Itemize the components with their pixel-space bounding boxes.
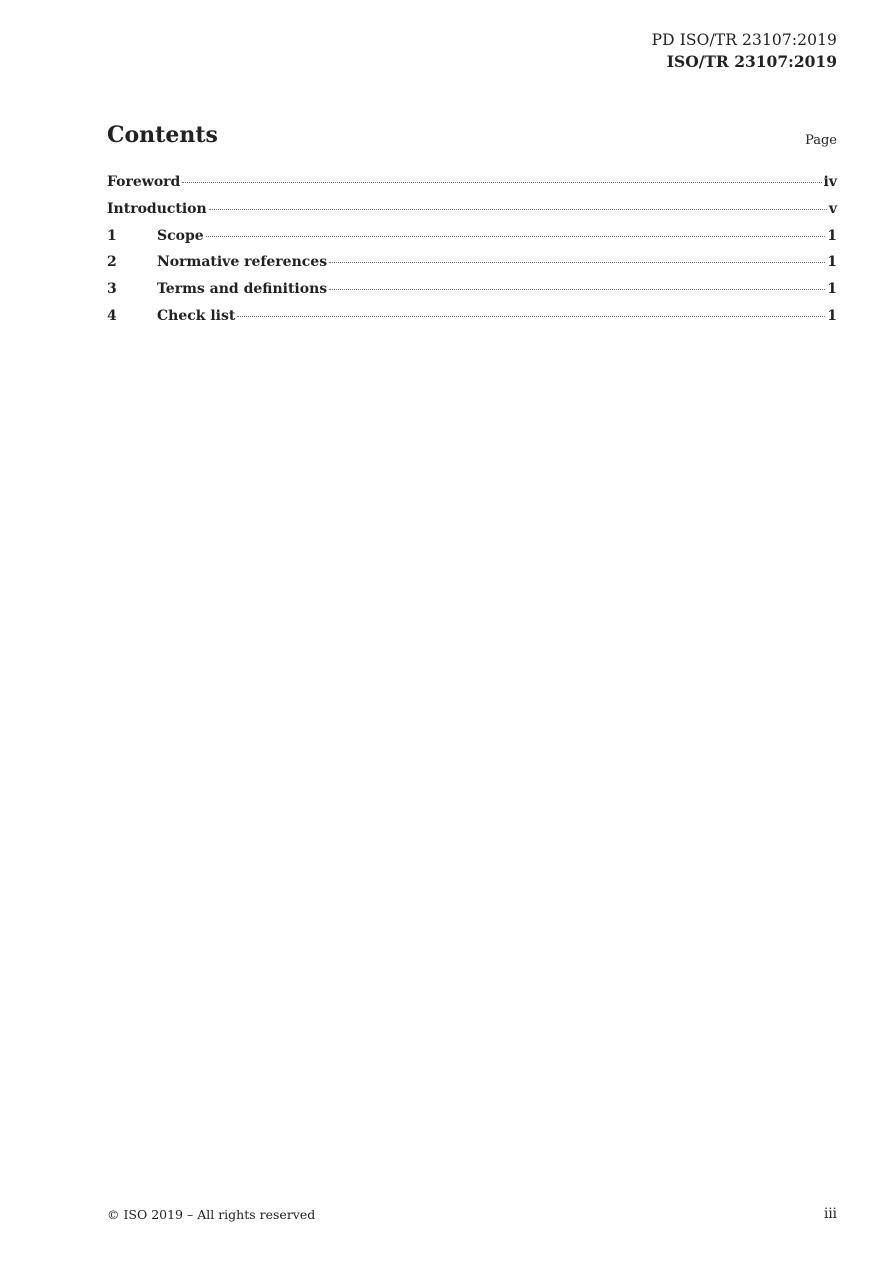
toc-entry-page: 1	[827, 254, 837, 271]
toc-entry-number: 2	[107, 254, 117, 271]
toc-entry-page: v	[828, 200, 837, 217]
toc-entry-number: 1	[107, 227, 117, 244]
document-header	[652, 30, 837, 72]
toc-entry-title: Scope	[157, 227, 204, 244]
dot-leader	[206, 236, 826, 237]
toc-entry-title: Check list	[157, 307, 236, 324]
dot-leader	[329, 262, 825, 263]
toc-entry-introduction[interactable]	[107, 201, 837, 228]
toc-entry-check-list[interactable]	[107, 308, 837, 335]
toc-entry-normative-references[interactable]	[107, 254, 837, 281]
table-of-contents	[107, 174, 837, 335]
header-line-2: ISO/TR 23107:2019	[666, 52, 837, 71]
copyright-notice: © ISO 2019 – All rights reserved	[107, 1207, 316, 1222]
contents-title: Contents	[107, 122, 218, 148]
toc-entry-foreword[interactable]	[107, 174, 837, 201]
toc-entry-scope[interactable]	[107, 228, 837, 255]
toc-entry-title: Normative references	[157, 254, 328, 271]
toc-entry-page: iv	[823, 174, 837, 190]
page-number: iii	[824, 1206, 837, 1222]
toc-entry-number: 4	[107, 307, 117, 324]
dot-leader	[329, 289, 825, 290]
toc-entry-title: Terms and definitions	[157, 281, 328, 298]
header-line-1: PD ISO/TR 23107:2019	[651, 31, 837, 49]
toc-entry-page: 1	[827, 227, 837, 244]
dot-leader	[209, 209, 827, 210]
dot-leader	[182, 182, 821, 183]
toc-entry-page: 1	[827, 281, 837, 298]
toc-entry-title: Introduction	[107, 200, 207, 217]
toc-entry-terms-and-definitions[interactable]	[107, 281, 837, 308]
toc-entry-page: 1	[827, 307, 837, 324]
page-column-label: Page	[805, 133, 837, 148]
toc-entry-title: Foreword	[107, 174, 181, 190]
toc-entry-number: 3	[107, 281, 117, 298]
dot-leader	[237, 316, 825, 317]
